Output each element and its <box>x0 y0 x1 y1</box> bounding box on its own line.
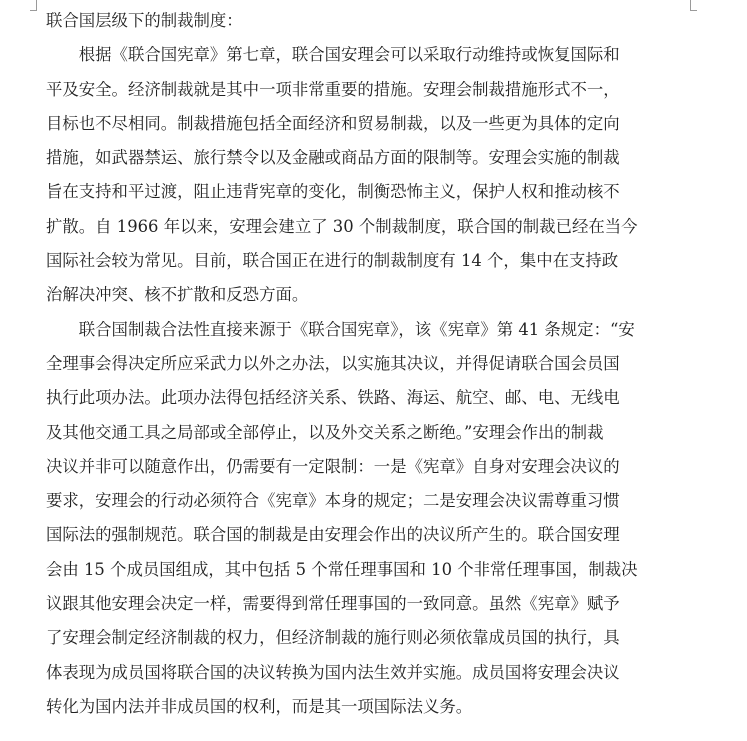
text-line: 目标也不尽相同。制裁措施包括全面经济和贸易制裁，以及一些更为具体的定向 <box>46 113 620 133</box>
text-line: 转化为国内法并非成员国的权利，而是其一项国际法义务。 <box>46 696 473 716</box>
text-line: 旨在支持和平过渡，阻止违背宪章的变化，制衡恐怖主义，保护人权和推动核不 <box>46 182 620 202</box>
text-line: 及其他交通工具之局部或全部停止，以及外交关系之断绝。”安理会作出的制裁 <box>46 422 604 442</box>
text-line: 治解决冲突、核不扩散和反恐方面。 <box>46 285 309 305</box>
text-line: 全理事会得决定所应采武力以外之办法，以实施其决议，并得促请联合国会员国 <box>46 353 620 373</box>
text-line: 扩散。自 1966 年以来，安理会建立了 30 个制裁制度，联合国的制裁已经在当今 <box>46 216 638 236</box>
text-line: 体表现为成员国将联合国的决议转换为国内法生效并实施。成员国将安理会决议 <box>46 662 620 682</box>
text-line-heading: 联合国层级下的制裁制度： <box>46 11 243 30</box>
text-line: 会由 15 个成员国组成，其中包括 5 个常任理事国和 10 个非常任理事国，制裁决 <box>46 559 638 579</box>
document-body[interactable] <box>46 4 696 724</box>
text-line: 决议并非可以随意作出，仍需要有一定限制：一是《宪章》自身对安理会决议的 <box>46 456 620 476</box>
text-line: 国际法的强制规范。联合国的制裁是由安理会作出的决议所产生的。联合国安理 <box>46 525 620 545</box>
text-line: 要求，安理会的行动必须符合《宪章》本身的规定；二是安理会决议需尊重习惯 <box>46 491 620 511</box>
text-line: 平及安全。经济制裁就是其中一项非常重要的措施。安理会制裁措施形式不一， <box>46 79 620 99</box>
text-line: 根据《联合国宪章》第七章，联合国安理会可以采取行动维持或恢复国际和 <box>46 45 620 65</box>
text-line: 联合国制裁合法性直接来源于《联合国宪章》，该《宪章》第 41 条规定：“安 <box>46 319 635 339</box>
text-line: 议跟其他安理会决定一样，需要得到常任理事国的一致同意。虽然《宪章》赋予 <box>46 594 620 614</box>
text-line: 执行此项办法。此项办法得包括经济关系、铁路、海运、航空、邮、电、无线电 <box>46 388 620 408</box>
text-line: 措施，如武器禁运、旅行禁令以及金融或商品方面的限制等。安理会实施的制裁 <box>46 148 620 168</box>
page-corner-mark-left <box>30 0 37 11</box>
text-line: 了安理会制定经济制裁的权力，但经济制裁的施行则必须依靠成员国的执行，具 <box>46 628 620 648</box>
text-line: 国际社会较为常见。目前，联合国正在进行的制裁制度有 14 个，集中在支持政 <box>46 251 619 271</box>
